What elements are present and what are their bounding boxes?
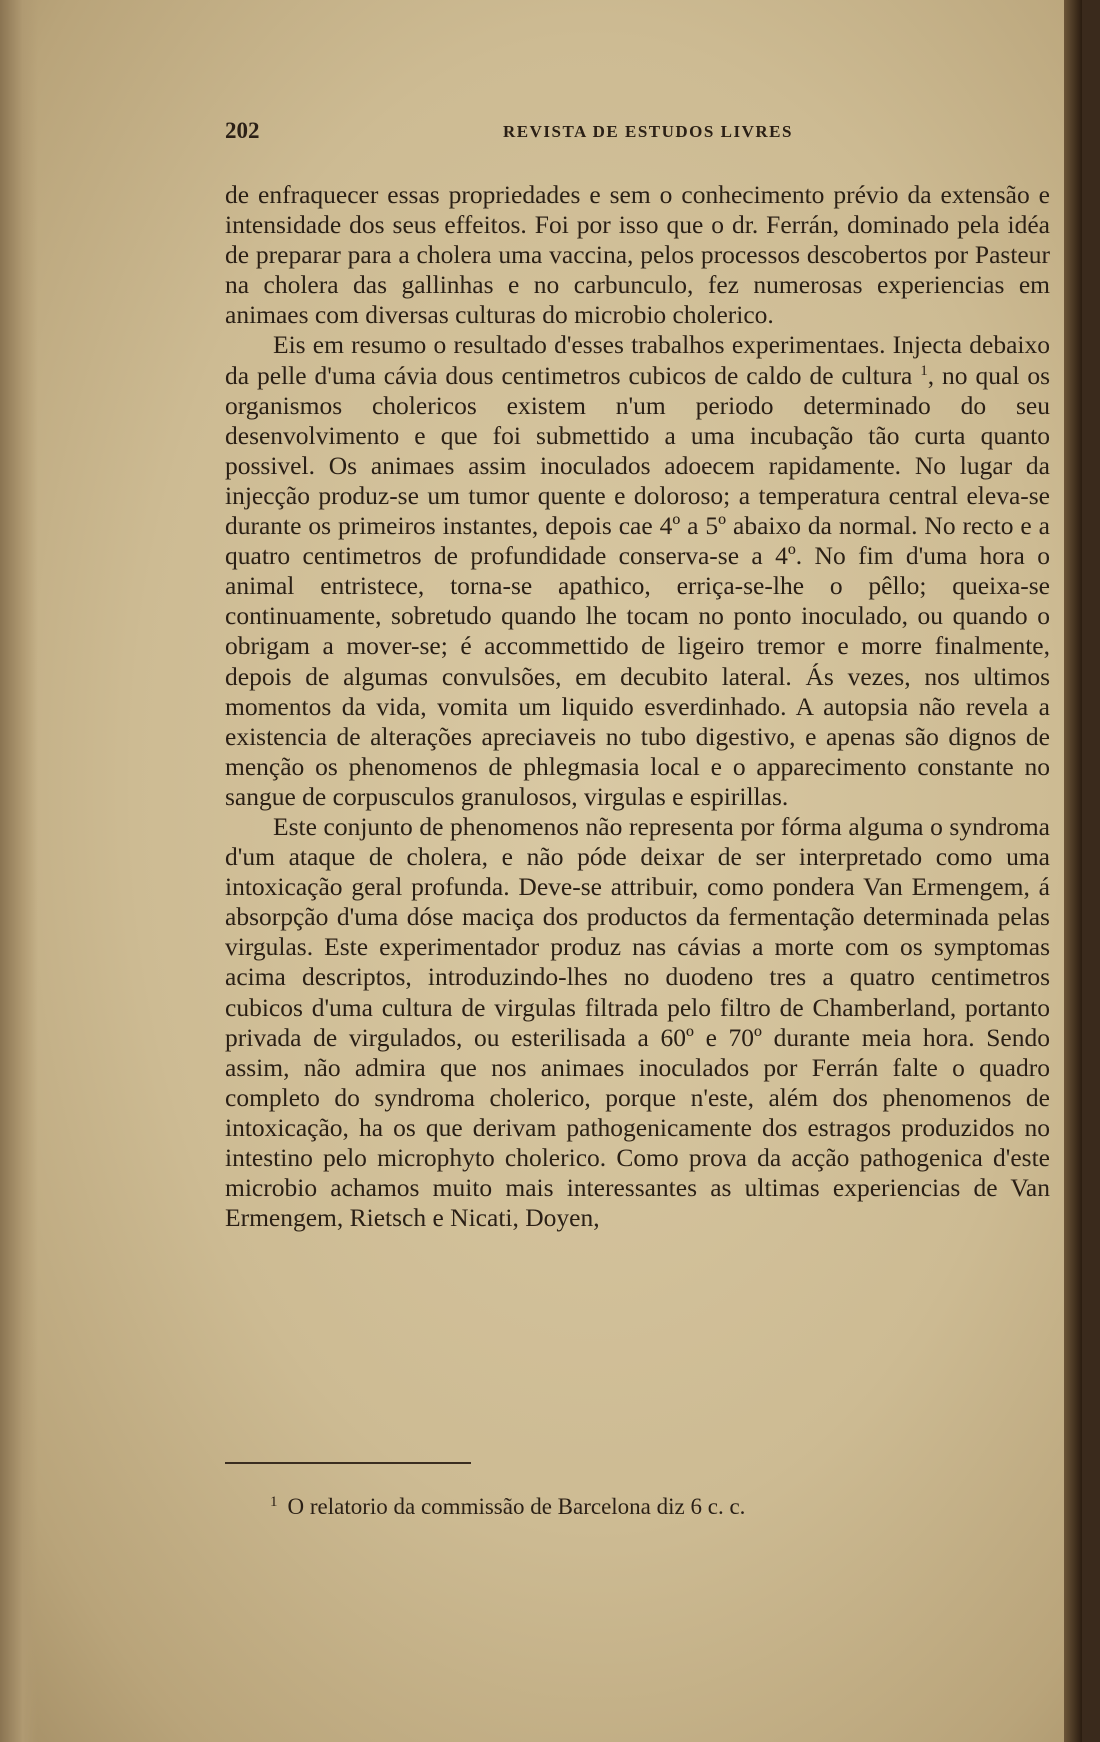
page-edge (1064, 0, 1082, 1742)
footnote-marker: 1 (270, 1494, 278, 1510)
running-title: REVISTA DE ESTUDOS LIVRES (503, 122, 793, 141)
spine-shadow (0, 0, 38, 1742)
page-number: 202 (225, 118, 260, 143)
footnote-divider (225, 1462, 471, 1464)
paragraph-1: de enfraquecer essas propriedades e sem o conhecimento prévio da extensão e intensidade dos seus effeitos. Foi por isso que o dr. Ferrán, dominado pela idéa de preparar para a cholera uma vaccina, pelos processos descobertos por Pasteur na cholera das gallinhas e no carbunculo, fez numerosas experiencias em animaes com diversas culturas do microbio cholerico. (225, 180, 1050, 330)
footnote (270, 1494, 990, 1520)
paragraph-2 (225, 330, 1050, 812)
paragraph-2-part-b: , no qual os organismos cholericos existem n'um periodo determinado do seu desenvolvimento e que foi submettido a uma incubação tão curta quanto possivel. Os animaes assim inoculados adoecem rapidamente. No lugar da injecção produz-se um tumor quente e doloroso; a temperatura central eleva-se durante os primeiros instantes, depois cae 4º a 5º abaixo da normal. No recto e a quatro centimetros de profundidade conserva-se a 4º. No fim d'uma hora o animal entristece, torna-se apathico, erriça-se-lhe o pêllo; queixa-se continuamente, sobretudo quando lhe tocam no ponto inoculado, ou quando o obrigam a mover-se; é accommettido de ligeiro tremor e morre finalmente, depois de algumas convulsões, em decubito lateral. Ás vezes, nos ultimos momentos da vida, vomita um liquido esverdinhado. A autopsia não revela a existencia de alterações apreciaveis no tubo digestivo, e apenas são dignos de menção os phenomenos de phlegmasia local e o apparecimento constante no sangue de corpusculos granulosos, virgulas e espirillas. (225, 360, 1051, 811)
footnote-reference: 1 (920, 362, 928, 379)
footnote-text: O relatorio da commissão de Barcelona diz 6 c. c. (287, 1494, 746, 1519)
body-text (225, 180, 1050, 1233)
paragraph-2-part-a: Eis em resumo o resultado d'esses trabalhos experimentaes. Injecta debaixo da pelle d'uma cávia dous centimetros cubicos de caldo de cultura (225, 330, 1050, 390)
paragraph-3: Este conjunto de phenomenos não representa por fórma alguma o syndroma d'um ataque de cholera, e não póde deixar de ser interpretado como uma intoxicação geral profunda. Deve-se attribuir, como pondera Van Ermengem, á absorpção d'uma dóse maciça dos productos da fermentação determinada pelas virgulas. Este experimentador produz nas cávias a morte com os symptomas acima descriptos, introduzindo-lhes no duodeno tres a quatro centimetros cubicos d'uma cultura de virgulas filtrada pelo filtro de Chamberland, portanto privada de virgulados, ou esterilisada a 60º e 70º durante meia hora. Sendo assim, não admira que nos animaes inoculados por Ferrán falte o quadro completo do syndroma cholerico, porque n'este, além dos phenomenos de intoxicação, ha os que derivam pathogenicamente dos estragos produzidos no intestino pelo microphyto cholerico. Como prova da acção pathogenica d'este microbio achamos muito mais interessantes as ultimas experiencias de Van Ermengem, Rietsch e Nicati, Doyen, (225, 811, 1050, 1233)
running-header (225, 118, 1050, 146)
